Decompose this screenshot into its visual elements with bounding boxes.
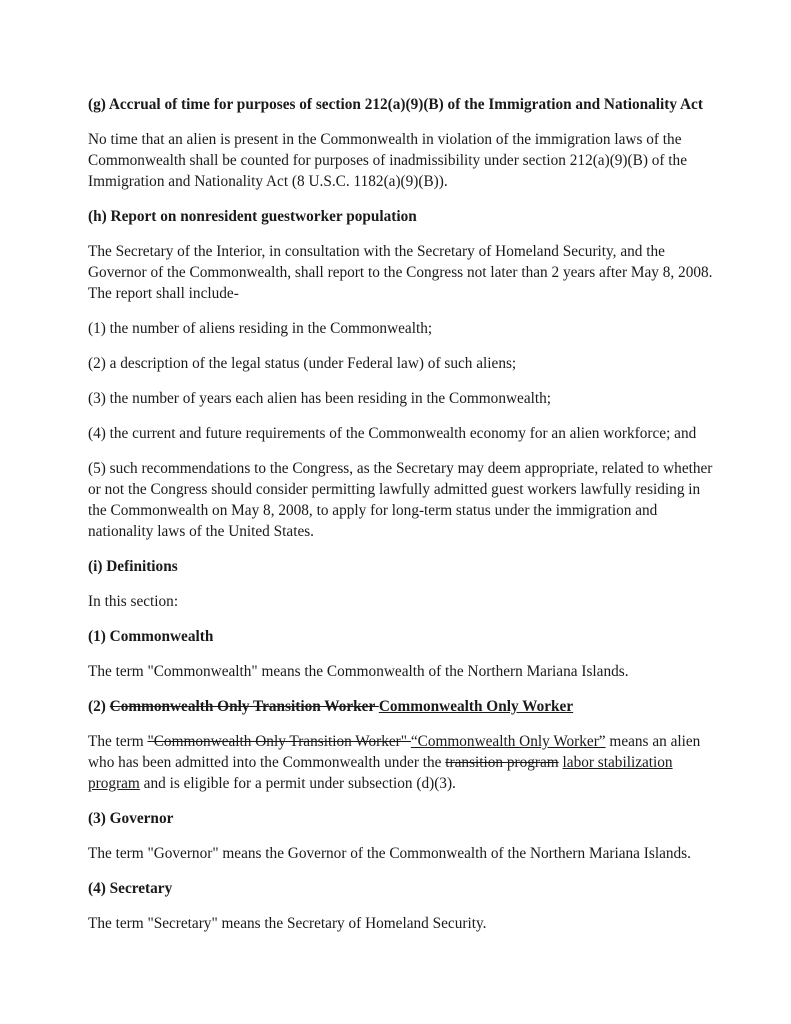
inserted-program: labor stabilization program bbox=[88, 754, 673, 792]
report-item-3: (3) the number of years each alien has been residing in the Commonwealth; bbox=[88, 390, 552, 407]
section-i-intro: In this section: bbox=[88, 593, 179, 610]
body-prefix: The term bbox=[88, 733, 148, 750]
report-item-2: (2) a description of the legal status (under Federal law) of such aliens; bbox=[88, 355, 517, 372]
definition-cw-worker-heading bbox=[88, 696, 713, 717]
definition-governor-body: The term "Governor" means the Governor of the Commonwealth of the Northern Mariana Islands. bbox=[88, 845, 691, 862]
deleted-heading-text: Commonwealth Only Transition Worker bbox=[109, 698, 379, 715]
definition-cw-worker-body bbox=[88, 731, 713, 794]
section-h-heading: (h) Report on nonresident guestworker population bbox=[88, 208, 417, 225]
section-g-body: No time that an alien is present in the Commonwealth in violation of the immigration laws of the Commonwealth shall be counted for purposes of inadmissibility under section 212(a)(9)(B) of the Immigration and Nationality Act (8 U.S.C. 1182(a)(9)(B)). bbox=[88, 131, 687, 190]
report-item-4: (4) the current and future requirements of the Commonwealth economy for an alien workforce; and bbox=[88, 425, 697, 442]
section-g-heading: (g) Accrual of time for purposes of section 212(a)(9)(B) of the Immigration and Nationality Act bbox=[88, 96, 703, 113]
deleted-term: "Commonwealth Only Transition Worker" bbox=[147, 733, 411, 750]
inserted-term: “Commonwealth Only Worker” bbox=[410, 733, 606, 750]
deleted-program: transition program bbox=[445, 754, 559, 771]
report-item-1: (1) the number of aliens residing in the Commonwealth; bbox=[88, 320, 433, 337]
document-page bbox=[88, 94, 713, 948]
section-h-intro: The Secretary of the Interior, in consultation with the Secretary of Homeland Security, and the Governor of the Commonwealth, shall report to the Congress not later than 2 years after May 8, 2008. The report shall include- bbox=[88, 243, 713, 302]
definition-secretary-body: The term "Secretary" means the Secretary of Homeland Security. bbox=[88, 915, 487, 932]
definition-commonwealth-heading: (1) Commonwealth bbox=[88, 628, 214, 645]
section-i-heading: (i) Definitions bbox=[88, 558, 178, 575]
report-item-5: (5) such recommendations to the Congress, as the Secretary may deem appropriate, related to whether or not the Congress should consider permitting lawfully admitted guest workers lawfully residing in the Commonwealth on May 8, 2008, to apply for long-term status under the immigration and nationality laws of the United States. bbox=[88, 460, 713, 540]
body-middle: means an alien who has been admitted into the Commonwealth under the bbox=[88, 733, 701, 771]
definition-governor-heading: (3) Governor bbox=[88, 810, 174, 827]
definition-commonwealth-body: The term "Commonwealth" means the Commonwealth of the Northern Mariana Islands. bbox=[88, 663, 629, 680]
heading-number: (2) bbox=[88, 698, 110, 715]
definition-secretary-heading: (4) Secretary bbox=[88, 880, 173, 897]
inserted-heading-text: Commonwealth Only Worker bbox=[378, 698, 574, 715]
body-suffix: and is eligible for a permit under subsection (d)(3). bbox=[139, 775, 456, 792]
